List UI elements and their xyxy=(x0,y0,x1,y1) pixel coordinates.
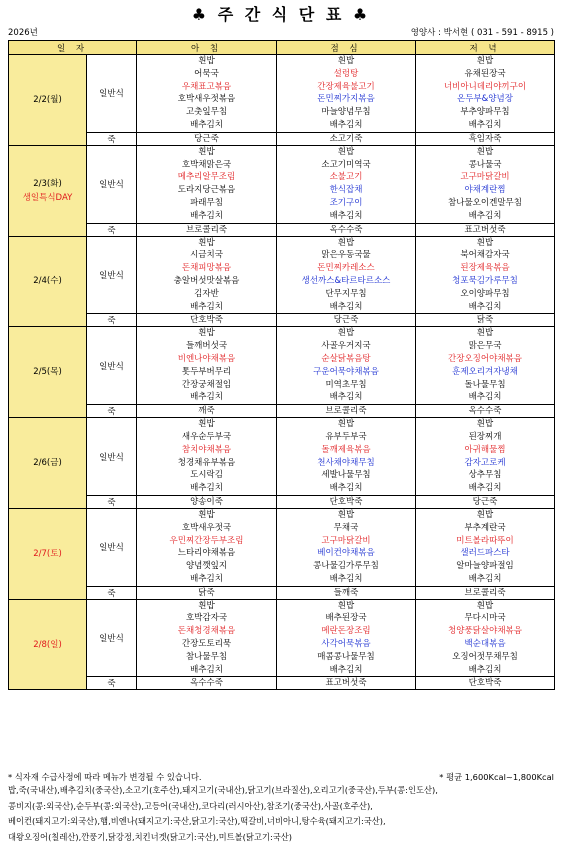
breakfast-menu-cell xyxy=(137,599,277,677)
menu-item: 간장도토리묵 xyxy=(181,639,232,650)
menu-item: 천사채야채무침 xyxy=(317,457,375,468)
menu-item: 참치야채볶음 xyxy=(181,444,232,455)
menu-item: 훈제오리겨자냉채 xyxy=(452,366,518,377)
breakfast-porridge: 옥수수죽 xyxy=(137,677,277,690)
menu-item: 돌나물무침 xyxy=(464,379,506,390)
menu-item: 돈민찌가지볶음 xyxy=(317,94,375,105)
menu-item: 흰밥 xyxy=(198,328,215,339)
dinner-menu-cell xyxy=(416,418,555,496)
day-row xyxy=(9,55,555,133)
menu-item: 들깨버섯국 xyxy=(185,341,228,352)
menu-item: 배추김치 xyxy=(468,392,502,403)
menu-item: 메란돈장조림 xyxy=(321,626,371,637)
day-date: 2/3(화) xyxy=(33,178,62,189)
menu-item: 흰밥 xyxy=(476,600,494,611)
lunch-porridge: 옥수수죽 xyxy=(277,223,416,236)
menu-item: 아귀해물찜 xyxy=(464,444,506,455)
menu-item: 흰밥 xyxy=(337,509,355,520)
menu-item: 흰밥 xyxy=(337,600,355,611)
menu-item: 된장제육볶음 xyxy=(460,263,510,274)
menu-item: 생선까스&타르타르소스 xyxy=(301,275,391,286)
day-row xyxy=(9,599,555,677)
menu-item: 호박새우젓볶음 xyxy=(177,94,236,105)
day-date-cell xyxy=(9,236,87,327)
lunch-menu-cell xyxy=(277,418,416,496)
menu-item: 부추양파무침 xyxy=(460,107,510,118)
menu-item: 호박감자국 xyxy=(185,613,228,624)
menu-item: 고구마닭갈비 xyxy=(321,535,371,546)
lunch-porridge: 소고기죽 xyxy=(277,132,416,145)
dinner-menu-cell xyxy=(416,508,555,586)
origin-line: 콩비지(콩:외국산),순두부(콩:외국산),고등어(국내산),코다리(러시아산),참조기(중국산),사골(호주산), xyxy=(8,800,373,811)
menu-item: 호박채맑은국 xyxy=(181,159,232,170)
dinner-porridge: 당근죽 xyxy=(416,495,555,508)
menu-item: 흰밥 xyxy=(337,56,355,66)
menu-item: 비엔나야채볶음 xyxy=(177,353,236,364)
menu-item: 도시락김 xyxy=(190,470,223,481)
menu-item: 흰밥 xyxy=(198,146,215,157)
menu-item: 미역초무침 xyxy=(325,379,367,390)
menu-item: 흰밥 xyxy=(476,146,494,157)
menu-item: 유부두부국 xyxy=(325,431,367,442)
menu-item: 배추김치 xyxy=(468,301,502,312)
menu-item: 설렁탕 xyxy=(333,68,359,79)
menu-item: 한식잡채 xyxy=(329,185,363,196)
lunch-menu-cell xyxy=(277,236,416,314)
porridge-label: 죽 xyxy=(87,223,137,236)
menu-item: 맑은무국 xyxy=(468,341,502,352)
menu-item: 온두부&양념장 xyxy=(457,94,513,105)
porridge-label: 죽 xyxy=(87,132,137,145)
menu-item: 톳두부버무리 xyxy=(181,366,232,377)
nutritionist-contact: 영양사 : 박서현 ( 031 - 591 - 8915 ) xyxy=(410,28,554,38)
menu-item: 고춧잎무침 xyxy=(185,107,228,118)
breakfast-porridge: 브로콜리죽 xyxy=(137,223,277,236)
menu-item: 마늘양념무침 xyxy=(321,107,371,118)
lunch-porridge: 들깨죽 xyxy=(277,586,416,599)
menu-item: 순살닭볶음탕 xyxy=(321,353,371,364)
header-dinner: 저 녁 xyxy=(416,41,555,55)
porridge-label: 죽 xyxy=(87,495,137,508)
menu-item: 부추계란국 xyxy=(464,522,506,533)
menu-item: 매콤콩나물무침 xyxy=(317,651,375,662)
day-date-cell xyxy=(9,599,87,690)
header-row xyxy=(9,41,555,55)
menu-item: 소고기미역국 xyxy=(321,159,371,170)
menu-item: 배추김치 xyxy=(190,483,223,494)
menu-item: 된장찌개 xyxy=(468,431,502,442)
lunch-menu-cell xyxy=(277,599,416,677)
menu-item: 충알버섯맛살볶음 xyxy=(173,275,240,286)
day-date-cell xyxy=(9,145,87,236)
breakfast-menu-cell xyxy=(137,418,277,496)
menu-item: 참나물오이겐말무침 xyxy=(448,197,522,208)
menu-body xyxy=(9,55,555,690)
menu-item: 돈민찌카레소스 xyxy=(317,263,375,274)
menu-item: 배추김치 xyxy=(190,119,223,130)
breakfast-menu-cell xyxy=(137,55,277,133)
menu-item: 상추무침 xyxy=(468,470,502,481)
dinner-menu-cell xyxy=(416,55,555,133)
menu-item: 흰밥 xyxy=(476,419,494,430)
menu-item: 조기구이 xyxy=(329,197,363,208)
menu-item: 청포묵김가루무침 xyxy=(452,275,518,286)
day-row xyxy=(9,418,555,496)
menu-item: 김자반 xyxy=(194,288,219,299)
day-date-cell xyxy=(9,508,87,599)
dinner-porridge: 옥수수죽 xyxy=(416,405,555,418)
porridge-row xyxy=(9,495,555,508)
menu-item: 어묵국 xyxy=(194,68,219,79)
menu-item: 흰밥 xyxy=(198,56,215,66)
menu-item: 배추김치 xyxy=(190,392,223,403)
menu-item: 흰밥 xyxy=(476,237,494,248)
lunch-porridge: 브로콜리죽 xyxy=(277,405,416,418)
porridge-label: 죽 xyxy=(87,405,137,418)
menu-item: 배추김치 xyxy=(190,664,223,675)
menu-item: 돌깨제육볶음 xyxy=(321,444,371,455)
menu-item: 흰밥 xyxy=(198,600,215,611)
menu-item: 배추김치 xyxy=(329,210,363,221)
day-row xyxy=(9,145,555,223)
breakfast-porridge: 단호박죽 xyxy=(137,314,277,327)
meal-type-label: 일반식 xyxy=(87,599,137,677)
lunch-porridge: 단호박죽 xyxy=(277,495,416,508)
dinner-porridge: 흑임자죽 xyxy=(416,132,555,145)
day-date: 2/7(토) xyxy=(33,548,62,559)
breakfast-porridge: 깨죽 xyxy=(137,405,277,418)
menu-item: 맑은우동국물 xyxy=(321,250,371,261)
day-date-cell xyxy=(9,418,87,509)
menu-item: 시금치국 xyxy=(190,250,223,261)
lunch-menu-cell xyxy=(277,145,416,223)
day-row xyxy=(9,327,555,405)
day-row xyxy=(9,508,555,586)
porridge-row xyxy=(9,132,555,145)
dinner-menu-cell xyxy=(416,327,555,405)
origin-line: 베이컨(돼지고기:외국산),햄,비엔나(돼지고기:국산,닭고기:국산),떡갈비,너비아니,탕수육(돼지고기:국산), xyxy=(8,816,386,826)
menu-item: 흰밥 xyxy=(198,237,215,248)
menu-item: 야채계란찜 xyxy=(464,185,506,196)
day-date: 2/5(목) xyxy=(33,367,62,378)
menu-item: 배추김치 xyxy=(190,301,223,312)
menu-item: 베이컨야채볶음 xyxy=(317,548,375,559)
porridge-row xyxy=(9,223,555,236)
page-title: ♣ 주 간 식 단 표 ♣ xyxy=(191,5,371,24)
menu-item: 흰밥 xyxy=(198,419,215,430)
menu-item: 간장궁채절임 xyxy=(181,379,232,390)
menu-item: 흰밥 xyxy=(337,146,355,157)
menu-item: 배추김치 xyxy=(329,119,363,130)
lunch-porridge: 표고버섯죽 xyxy=(277,677,416,690)
meal-type-label: 일반식 xyxy=(87,236,137,314)
porridge-label: 죽 xyxy=(87,677,137,690)
day-date: 2/2(월) xyxy=(33,94,62,105)
menu-item: 알마늘양파절임 xyxy=(456,561,514,572)
porridge-row xyxy=(9,677,555,690)
meal-type-label: 일반식 xyxy=(87,55,137,133)
menu-item: 우채표고볶음 xyxy=(181,81,232,92)
menu-item: 돈채청경채볶음 xyxy=(177,626,236,637)
header-breakfast: 아 침 xyxy=(137,41,277,55)
breakfast-menu-cell xyxy=(137,508,277,586)
menu-item: 콩나물김가루무침 xyxy=(313,561,379,572)
day-date: 2/8(일) xyxy=(33,639,62,650)
menu-item: 소불고기 xyxy=(329,172,363,183)
porridge-row xyxy=(9,314,555,327)
menu-item: 배추김치 xyxy=(329,483,363,494)
menu-item: 너비아니데리야끼구이 xyxy=(443,81,527,92)
year-label: 2026년 xyxy=(8,28,38,38)
day-date: 2/6(금) xyxy=(33,458,62,469)
dinner-porridge: 단호박죽 xyxy=(416,677,555,690)
menu-item: 흰밥 xyxy=(476,328,494,339)
menu-item: 백순대볶음 xyxy=(464,639,506,650)
menu-item: 콩나물국 xyxy=(468,159,502,170)
dinner-porridge: 브로콜리죽 xyxy=(416,586,555,599)
menu-item: 배추김치 xyxy=(468,483,502,494)
menu-item: 호박새우젓국 xyxy=(181,522,232,533)
menu-item: 흰밥 xyxy=(476,509,494,520)
origin-line: 밥,죽(국내산),배추김치(중국산),소고기(호주산),돼지고기(국내산),닭고기(브라질산),오리고기(중국산),두부(콩:인도산), xyxy=(8,785,438,795)
menu-item: 미트볼라따뚜이 xyxy=(456,535,514,546)
breakfast-porridge: 닭죽 xyxy=(137,586,277,599)
dinner-menu-cell xyxy=(416,599,555,677)
porridge-row xyxy=(9,405,555,418)
menu-item: 오징어젓무채무침 xyxy=(452,651,518,662)
day-date-cell xyxy=(9,327,87,418)
footnotes xyxy=(8,771,554,845)
menu-item: 사각어묵볶음 xyxy=(321,639,371,650)
day-date-cell xyxy=(9,55,87,146)
porridge-label: 죽 xyxy=(87,314,137,327)
breakfast-menu-cell xyxy=(137,145,277,223)
notice-text: * 식자재 수급사정에 따라 메뉴가 변경될 수 있습니다. xyxy=(8,772,202,782)
menu-item: 배추된장국 xyxy=(325,613,367,624)
menu-item: 배추김치 xyxy=(329,301,363,312)
menu-item: 우민찌간장두부조림 xyxy=(169,535,244,546)
menu-item: 양념깻잎지 xyxy=(185,561,228,572)
menu-item: 샐러드파스타 xyxy=(460,548,510,559)
meal-type-label: 일반식 xyxy=(87,145,137,223)
lunch-porridge: 당근죽 xyxy=(277,314,416,327)
day-row xyxy=(9,236,555,314)
dinner-menu-cell xyxy=(416,236,555,314)
menu-item: 유채된장국 xyxy=(464,68,506,79)
dinner-porridge: 닭죽 xyxy=(416,314,555,327)
menu-item: 새우순두부국 xyxy=(181,431,232,442)
menu-item: 배추김치 xyxy=(329,392,363,403)
porridge-label: 죽 xyxy=(87,586,137,599)
menu-item: 도라지당근볶음 xyxy=(177,185,236,196)
menu-item: 구운어묵야채볶음 xyxy=(313,366,379,377)
dinner-menu-cell xyxy=(416,145,555,223)
calorie-text: * 평균 1,600Kcal~1,800Kcal xyxy=(439,772,554,782)
menu-item: 무다시마국 xyxy=(464,613,506,624)
menu-item: 배추김치 xyxy=(190,210,223,221)
menu-item: 단무지무침 xyxy=(325,288,367,299)
dinner-porridge: 표고버섯죽 xyxy=(416,223,555,236)
menu-item: 돈채피망볶음 xyxy=(181,263,232,274)
header-lunch: 점 심 xyxy=(277,41,416,55)
lunch-menu-cell xyxy=(277,55,416,133)
menu-item: 무채국 xyxy=(333,522,359,533)
menu-item: 북어채감자국 xyxy=(460,250,510,261)
menu-item: 배추김치 xyxy=(190,573,223,584)
menu-item: 청경채유부볶음 xyxy=(177,457,236,468)
menu-item: 간장오징어야채볶음 xyxy=(448,353,522,364)
menu-item: 배추김치 xyxy=(468,573,502,584)
menu-item: 흰밥 xyxy=(337,237,355,248)
menu-item: 배추김치 xyxy=(468,210,502,221)
breakfast-menu-cell xyxy=(137,327,277,405)
breakfast-porridge: 당근죽 xyxy=(137,132,277,145)
menu-item: 배추김치 xyxy=(468,119,502,130)
meal-type-label: 일반식 xyxy=(87,508,137,586)
breakfast-menu-cell xyxy=(137,236,277,314)
menu-item: 청양풍닭살야채볶음 xyxy=(448,626,522,637)
menu-item: 흰밥 xyxy=(337,419,355,430)
menu-item: 고구마닭갈비 xyxy=(460,172,510,183)
weekly-menu-table xyxy=(8,40,555,690)
meal-type-label: 일반식 xyxy=(87,418,137,496)
lunch-menu-cell xyxy=(277,508,416,586)
origin-line: 대왕오징어(칠레산),깐풍기,닭강정,치킨너겟(닭고기:국산),미트볼(닭고기:국산) xyxy=(8,831,293,842)
menu-item: 참나물무침 xyxy=(185,651,228,662)
subheader xyxy=(8,26,554,38)
menu-item: 메추리알무조림 xyxy=(177,172,236,183)
menu-item: 세발나물무침 xyxy=(321,470,371,481)
menu-item: 느타리야채볶음 xyxy=(177,548,236,559)
breakfast-porridge: 양송이죽 xyxy=(137,495,277,508)
meal-type-label: 일반식 xyxy=(87,327,137,405)
day-note: 생일특식DAY xyxy=(22,192,73,203)
menu-item: 오이양파무침 xyxy=(460,288,510,299)
menu-item: 흰밥 xyxy=(337,328,355,339)
header-date: 일 자 xyxy=(9,41,137,55)
menu-item: 사골우거지국 xyxy=(321,341,371,352)
menu-item: 흰밥 xyxy=(198,509,215,520)
menu-item: 흰밥 xyxy=(476,56,494,66)
lunch-menu-cell xyxy=(277,327,416,405)
menu-item: 배추김치 xyxy=(468,664,502,675)
porridge-row xyxy=(9,586,555,599)
menu-item: 파래무침 xyxy=(190,197,223,208)
day-date: 2/4(수) xyxy=(33,276,62,287)
menu-item: 배추김치 xyxy=(329,664,363,675)
menu-item: 배추김치 xyxy=(329,573,363,584)
menu-item: 간장제육불고기 xyxy=(317,81,375,92)
menu-item: 감자고로케 xyxy=(464,457,506,468)
